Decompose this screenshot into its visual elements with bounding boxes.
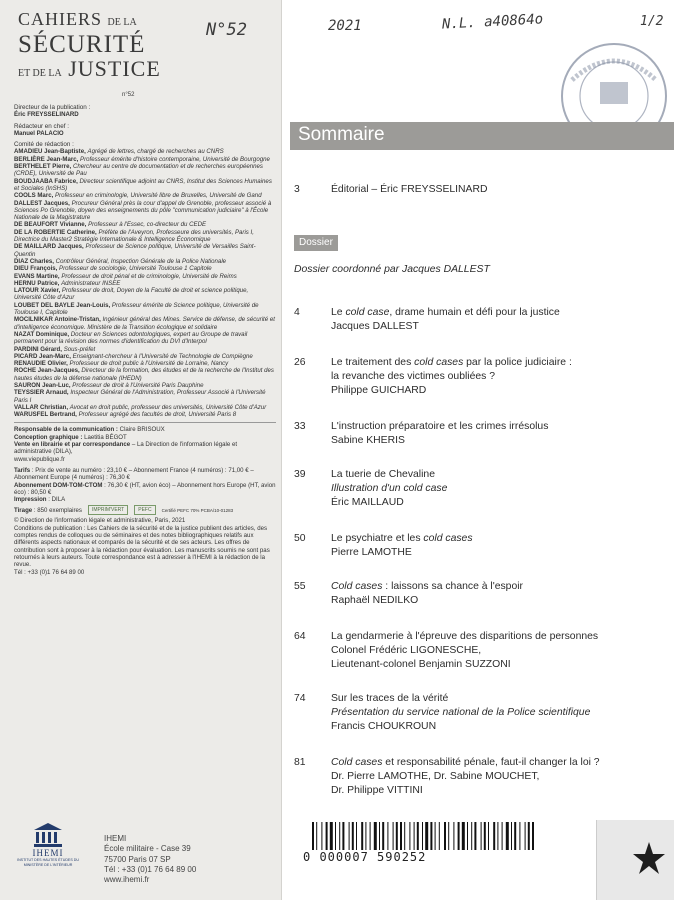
- toc-title: La tuerie de Chevaline: [331, 469, 435, 480]
- toc-title: Cold cases et responsabilité pénale, faut-il changer la loi ?: [331, 757, 600, 768]
- committee-member: HERNU Patrice, Administrateur INSEE: [14, 279, 121, 287]
- masthead-et-de-la: ET DE LA: [18, 68, 62, 79]
- toc-subtitle: Présentation du service national de la Police scientifique: [331, 707, 591, 718]
- ihemi-address: IHEMI École militaire - Case 39 75700 Paris 07 SP Tél : +33 (0)1 76 64 89 00 www.ihemi.fr: [104, 834, 197, 885]
- toc-page: 50: [294, 533, 306, 544]
- tirage-line: Tirage : 850 exemplaires IMPRIM'VERT PEFC Certifié PEFC 70% PCBA/10-01283: [14, 506, 234, 514]
- pefc-note: Certifié PEFC 70% PCBA/10-01283: [161, 507, 234, 513]
- website-link[interactable]: www.viepublique.fr: [14, 455, 65, 463]
- toc-author: Raphaël NEDILKO: [331, 595, 419, 606]
- building-icon: [33, 822, 63, 848]
- toc-title: Éditorial – Éric FREYSSELINARD: [331, 184, 488, 195]
- masthead-securite: SÉCURITÉ: [18, 31, 146, 58]
- toc-page: 3: [294, 184, 300, 195]
- toc-title: Sur les traces de la vérité: [331, 693, 449, 704]
- toc-author: Lieutenant-colonel Benjamin SUZZONI: [331, 659, 511, 670]
- design-line: Conception graphique : Laetitia BÉGOT: [14, 433, 127, 441]
- left-column: [0, 0, 282, 900]
- toc-page: 55: [294, 581, 306, 592]
- committee-member: RENAUDIE Olivier, Professeur de droit public à l'Université de Lorraine, Nancy: [14, 360, 229, 368]
- handwritten-reference: N.L. a40864o: [441, 11, 544, 33]
- handwritten-year: 2021: [328, 18, 362, 34]
- toc-author: Francis CHOUKROUN: [331, 721, 437, 732]
- committee-label: Comité de rédaction :: [14, 141, 74, 149]
- toc-title: La gendarmerie à l'épreuve des disparitions de personnes: [331, 631, 599, 642]
- toc-subtitle: Illustration d'un cold case: [331, 483, 448, 494]
- committee-list: [14, 148, 276, 418]
- ihemi-name: IHEMI: [32, 848, 64, 858]
- toc-title: Le psychiatre et les cold cases: [331, 533, 473, 544]
- copyright: © Direction de l'information légale et administrative, Paris, 2021: [14, 517, 186, 525]
- ihemi-website-link[interactable]: www.ihemi.fr: [104, 875, 150, 885]
- director-label: Directeur de la publication :: [14, 104, 91, 111]
- sommaire-banner: [290, 122, 674, 150]
- committee-member: COOLS Marc, Professeur en criminologie, Université libre de Bruxelles, Université de Gand: [14, 192, 262, 200]
- toc-page: 64: [294, 631, 306, 642]
- committee-member: AMADIEU Jean-Baptiste, Agrégé de lettres, chargé de recherches au CNRS: [14, 148, 224, 156]
- committee-member: BERLIÈRE Jean-Marc, Professeur émérite d'histoire contemporaine, Université de Bourgogne: [14, 155, 270, 163]
- toc-page: 39: [294, 469, 306, 480]
- toc-author: Colonel Frédéric LIGONESCHE,: [331, 645, 482, 656]
- toc-title: L'instruction préparatoire et les crimes irrésolus: [331, 421, 549, 432]
- toc-page: 33: [294, 421, 306, 432]
- sales-line: Vente en librairie et par correspondance – La Direction de l'information légale et administrative (DILA),: [14, 441, 238, 456]
- committee-member: PICARD Jean-Marc, Enseignant-chercheur à l'Université de Technologie de Compiègne: [14, 352, 253, 360]
- committee-member: DE BEAUFORT Vivianne, Professeur à l'Essec, co-directeur du CEDE: [14, 221, 207, 229]
- imprim-vert-logo: IMPRIM'VERT: [88, 505, 128, 515]
- toc-title: Le traitement des cold cases par la police judiciaire :: [331, 357, 572, 368]
- committee-member: EVANS Martine, Professeur de droit pénal et de criminologie, Université de Reims: [14, 272, 237, 280]
- committee-member: MOCILNIKAR Antoine-Tristan, Ingénieur général des Mines. Service de défense, de sécurité et d'intelligence économique. Ministère de la Transition écologique et solidaire: [14, 316, 275, 331]
- committee-member: DIEU François, Professeur de sociologie, Université Toulouse 1 Capitole: [14, 265, 212, 273]
- masthead-de-la: DE LA: [107, 17, 137, 28]
- committee-member: VALLAR Christian, Avocat en droit public, professeur des universités, Université Côte d'Azur: [14, 403, 267, 411]
- committee-member: DE LA ROBERTIE Catherine, Préfète de l'Aveyron, Professeure des universités, Paris I, Directrice du Master2 Stratégie Internationale & Intelligence Économique: [14, 228, 254, 244]
- sommaire-title: Sommaire: [298, 124, 385, 145]
- committee-member: BERTHELET Pierre, Chercheur au centre de documentation et de recherches européennes (CRDE), Université de Pau: [14, 163, 263, 178]
- toc-title: Cold cases : laissons sa chance à l'espoir: [331, 581, 524, 592]
- committee-member: DE MAILLARD Jacques, Professeur de Science politique, Université de Versailles Saint-Quentin: [14, 243, 256, 258]
- committee-member: WARUSFEL Bertrand, Professeur agrégé des facultés de droit, Université Paris 8: [14, 411, 237, 419]
- committee-member: SAURON Jean-Luc, Professeur de droit à l'Université Paris Dauphine: [14, 381, 204, 389]
- committee-member: BOUDJAABA Fabrice, Directeur scientifique adjoint au CNRS, Institut des Sciences Humaines et Sociales (InSHS): [14, 177, 272, 192]
- ihemi-logo: [17, 822, 79, 867]
- handwritten-part: 1/2: [640, 14, 664, 29]
- toc-page: 4: [294, 307, 300, 318]
- toc-author: Jacques DALLEST: [331, 321, 419, 332]
- committee-member: NAZAT Dominique, Docteur en Sciences odontologiques, expert au Groupe de travail permanent pour la révision des normes d'identification du DVI d'Interpol: [14, 330, 248, 346]
- toc-author: Dr. Philippe VITTINI: [331, 785, 423, 796]
- director-name: Éric FREYSSELINARD: [14, 111, 79, 119]
- issue-number: n°52: [122, 92, 135, 98]
- toc-title: Le cold case, drame humain et défi pour la justice: [331, 307, 560, 318]
- toc-author: Philippe GUICHARD: [331, 385, 427, 396]
- toc-title-line2: la revanche des victimes oubliées ?: [331, 371, 496, 382]
- toc-author: Pierre LAMOTHE: [331, 547, 412, 558]
- editor-name: Manuel PALACIO: [14, 129, 64, 137]
- divider: [14, 422, 276, 423]
- committee-member: DALLEST Jacques, Procureur Général près la cour d'appel de Grenoble, professeur associé à Sciences Po Grenoble, doyen des enseignements du pôle "communication judiciaire" à l'École Nationale de la Magistrature: [14, 199, 272, 222]
- ihemi-subtitle: INSTITUT DES HAUTES ÉTUDES DU MINISTÈRE DE L'INTÉRIEUR: [17, 858, 79, 867]
- toc-author: Sabine KHERIS: [331, 435, 405, 446]
- committee-member: LATOUR Xavier, Professeur de droit, Doyen de la Faculté de droit et science politique, Université Côte d'Azur: [14, 287, 249, 302]
- star-seal-icon: [597, 820, 674, 900]
- barcode-sticker: [596, 820, 674, 900]
- masthead-justice: JUSTICE: [68, 56, 161, 81]
- committee-member: ROCHE Jean-Jacques, Directeur de la formation, des études et de la recherche de l'Institut des hautes études de la défense nationale (IHEDN): [14, 367, 274, 382]
- print-line: Impression : DILA: [14, 496, 66, 504]
- dossier-tag: Dossier: [294, 235, 338, 251]
- conditions: Conditions de publication : Les Cahiers de la sécurité et de la justice publient des articles, des comptes rendus de colloques ou de séminaires et des notes bibliographiques relatifs aux différents aspects nationaux et comparés de la sécurité et de ses acteurs. Les offres de contribution sont à proposer à la rédaction pour évaluation. Les manuscrits soumis ne sont pas retournés à leurs auteurs. Toute correspondance est à adresser à l'IHEMI à la rédaction de la revue.: [14, 524, 270, 569]
- toc-page: 26: [294, 357, 306, 368]
- credits-tel: Tél : +33 (0)1 76 64 89 00: [14, 568, 85, 576]
- committee-member: PARDINI Gérard, Sous-préfet: [14, 345, 96, 353]
- communication-line: Responsable de la communication : Claire BRISOUX: [14, 426, 165, 434]
- pefc-logo: PEFC: [134, 505, 155, 515]
- committee-member: DIAZ Charles, Contrôleur Général, Inspection Générale de la Police Nationale: [14, 257, 227, 265]
- masthead-cahiers: CAHIERS: [18, 9, 103, 29]
- handwritten-issue: N°52: [206, 20, 247, 40]
- toc-author: Éric MAILLAUD: [331, 497, 404, 508]
- committee-member: TEYSSIER Arnaud, Inspecteur Général de l'Administration, Professeur Associé à l'Université Paris I: [14, 389, 266, 404]
- domtom-line: Abonnement DOM-TOM-CTOM : 76,30 € (HT, avion éco) – Abonnement hors Europe (HT, avion éco) : 80,50 €: [14, 481, 276, 496]
- credits: [14, 104, 276, 576]
- toc-page: 74: [294, 693, 306, 704]
- editor-label: Rédacteur en chef :: [14, 122, 69, 130]
- dossier-coordinator: Dossier coordonné par Jacques DALLEST: [294, 264, 490, 275]
- tarifs-line: Tarifs : Prix de vente au numéro : 23,10 € – Abonnement France (4 numéros) : 71,00 € – Abonnement Europe (4 numéros) : 76,30 €: [14, 466, 254, 482]
- barcode-number: 0 000007 590252: [303, 850, 427, 864]
- committee-member: LOUBET DEL BAYLE Jean-Louis, Professeur émérite de Science politique, Université de Toulouse I, Capitole: [14, 301, 259, 317]
- toc-page: 81: [294, 757, 306, 768]
- toc-author: Dr. Pierre LAMOTHE, Dr. Sabine MOUCHET,: [331, 771, 540, 782]
